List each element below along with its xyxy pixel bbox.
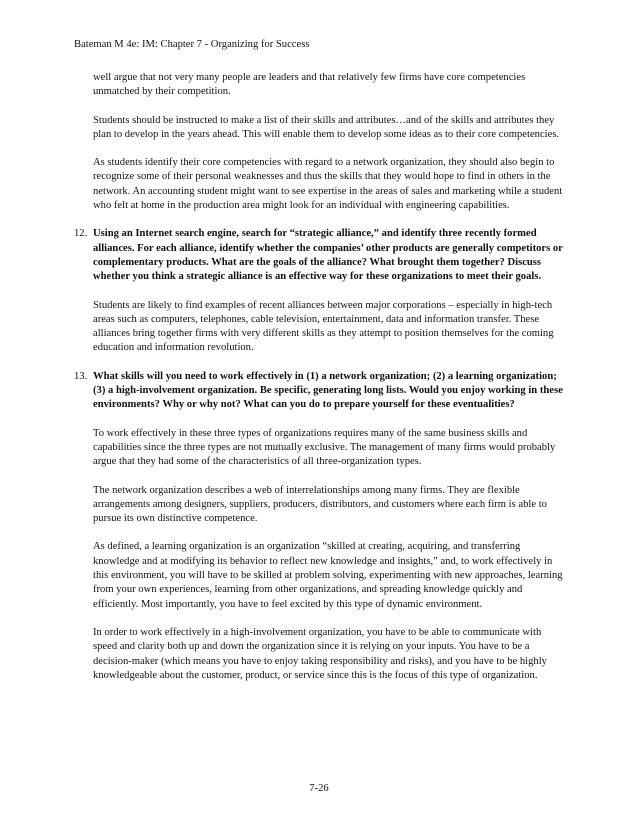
question-number: 13. bbox=[74, 370, 88, 382]
question-12 bbox=[74, 227, 566, 284]
intro-paragraph: well argue that not very many people are leaders and that relatively few firms have core competencies unmatched by their competition. bbox=[93, 72, 526, 98]
page-body bbox=[74, 71, 566, 697]
answer-paragraph: In order to work effectively in a high-involvement organization, you have to be able to communicate with speed and clarity both up and down the organization since it is relying on your inputs. You have to be a decision-maker (which means you have to enjoy taking responsibility and risks), and you have to be highly knowledgeable about the customer, product, or service since this is the focus of this type of organization. bbox=[93, 626, 547, 681]
intro-paragraph: As students identify their core competencies with regard to a network organization, they should also begin to recognize some of their personal weaknesses and thus the skills that they would hope to find in others in the network. An accounting student might want to see expertise in the areas of sales and marketing while a student who felt at home in the production area might look for an individual with engineering capabilities. bbox=[93, 157, 563, 212]
question-text: Using an Internet search engine, search for “strategic alliance,” and identify three recently formed alliances. For each alliance, identify whether the companies’ other products are generally competitors or complementary products. What are the goals of the alliance? What brought them together? Discuss whether you think a strategic alliance is an effective way for these organizations to meet their goals. bbox=[93, 228, 563, 283]
answer-paragraph: The network organization describes a web of interrelationships among many firms. They are flexible arrangements among designers, suppliers, producers, distributors, and customers where each firm is able to pursue its own distinctive competence. bbox=[93, 484, 547, 525]
question-13 bbox=[74, 370, 566, 413]
running-header: Bateman M 4e: IM: Chapter 7 - Organizing for Success bbox=[74, 39, 310, 50]
intro-paragraph: Students should be instructed to make a list of their skills and attributes…and of the skills and attributes they plan to develop in the years ahead. This will enable them to develop some ideas as to their core competencies. bbox=[93, 114, 560, 140]
answer-paragraph: To work effectively in these three types of organizations requires many of the same business skills and capabilities since the three types are not mutually exclusive. The management of many firms would probably argue that they had some of the characteristics of all three-organization types. bbox=[93, 427, 556, 468]
question-text: What skills will you need to work effectively in (1) a network organization; (2) a learning organization; (3) a high-involvement organization. Be specific, generating long lists. Would you enjoy working in these environments? Why or why not? What can you do to prepare yourself for these eventualities? bbox=[93, 370, 563, 411]
answer-paragraph: Students are likely to find examples of recent alliances between major corporations – especially in high-tech areas such as computers, telephones, cable television, entertainment, data and information transfer. These alliances bring together firms with very different skills as they attempt to position themselves for the coming education and information revolution. bbox=[93, 299, 554, 354]
page-number: 7-26 bbox=[309, 783, 329, 794]
question-number: 12. bbox=[74, 228, 88, 240]
answer-paragraph: As defined, a learning organization is an organization “skilled at creating, acquiring, and transferring knowledge and at modifying its behavior to reflect new knowledge and insights,” and, to work effectively in this environment, you will have to be skilled at problem solving, experimenting with new approaches, learning from your own experiences, learning from other organizations, and spreading knowledge quickly and efficiently. Most importantly, you have to feel excited by this type of dynamic environment. bbox=[93, 541, 563, 610]
